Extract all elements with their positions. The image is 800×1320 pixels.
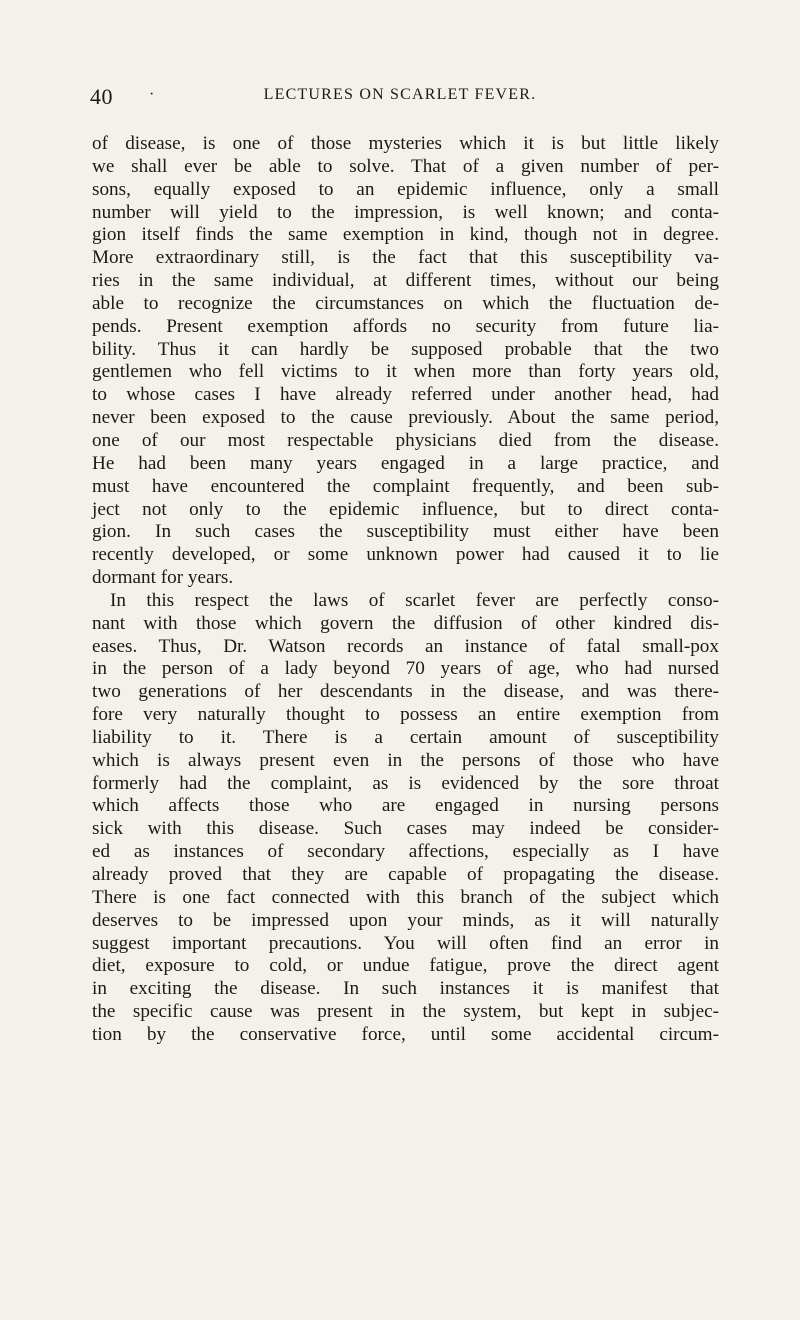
header-separator: · <box>149 86 156 103</box>
text-line: which is always present even in the persons of those who have <box>92 749 719 771</box>
text-line: tion by the conservative force, until some accidental circum- <box>92 1023 719 1045</box>
text-line: never been exposed to the cause previously. About the same period, <box>92 407 719 429</box>
text-line: gion itself finds the same exemption in kind, though not in degree. <box>92 224 719 246</box>
text-line: sick with this disease. Such cases may indeed be consider- <box>92 818 719 840</box>
text-line: ed as instances of secondary affections, especially as I have <box>92 841 719 863</box>
text-line: able to recognize the circumstances on which the fluctuation de- <box>92 292 719 314</box>
text-line: ject not only to the epidemic influence, but to direct conta- <box>92 498 719 520</box>
running-title: LECTURES ON SCARLET FEVER. <box>263 86 537 103</box>
text-line: one of our most respectable physicians died from the disease. <box>92 429 719 451</box>
text-line: in exciting the disease. In such instances it is manifest that <box>92 978 719 1000</box>
text-line: already proved that they are capable of propagating the disease. <box>92 864 719 885</box>
text-line: liability to it. There is a certain amount of susceptibility <box>92 726 719 748</box>
page-header <box>0 84 800 114</box>
running-title-wrap <box>0 86 800 104</box>
text-line: dormant for years. <box>92 567 234 589</box>
text-line: ries in the same individual, at different times, without our being <box>92 270 719 292</box>
text-line: diet, exposure to cold, or undue fatigue, prove the direct agent <box>92 955 719 977</box>
text-line: in the person of a lady beyond 70 years of age, who had nursed <box>92 658 719 680</box>
text-line: In this respect the laws of scarlet fever are perfectly conso- <box>110 589 719 611</box>
text-line: two generations of her descendants in the disease, and was there- <box>92 681 719 703</box>
text-line: suggest important precautions. You will often find an error in <box>92 932 719 954</box>
text-line: bility. Thus it can hardly be supposed probable that the two <box>92 338 719 360</box>
text-line: must have encountered the complaint frequently, and been sub- <box>92 475 719 497</box>
text-line: to whose cases I have already referred under another head, had <box>92 384 719 406</box>
text-line: gentlemen who fell victims to it when more than forty years old, <box>92 361 719 383</box>
text-line: deserves to be impressed upon your minds, as it will naturally <box>92 909 719 931</box>
text-line: of disease, is one of those mysteries which it is but little likely <box>92 133 719 154</box>
text-line: pends. Present exemption affords no security from future lia- <box>92 315 719 337</box>
page-number: 40 <box>90 84 113 109</box>
text-line: He had been many years engaged in a large practice, and <box>92 452 719 474</box>
text-line: sons, equally exposed to an epidemic influence, only a small <box>92 178 719 200</box>
text-line: which affects those who are engaged in nursing persons <box>92 795 719 817</box>
body-text <box>92 133 719 1047</box>
text-line: eases. Thus, Dr. Watson records an instance of fatal small-pox <box>92 635 719 657</box>
text-line: the specific cause was present in the system, but kept in subjec- <box>92 1001 719 1023</box>
text-line: fore very naturally thought to possess an entire exemption from <box>92 704 719 726</box>
text-line: gion. In such cases the susceptibility must either have been <box>92 521 719 543</box>
text-line: There is one fact connected with this branch of the subject which <box>92 886 719 908</box>
text-line: recently developed, or some unknown power had caused it to lie <box>92 544 719 566</box>
text-line: we shall ever be able to solve. That of a given number of per- <box>92 155 719 177</box>
text-line: number will yield to the impression, is well known; and conta- <box>92 201 719 223</box>
text-line: More extraordinary still, is the fact that this susceptibility va- <box>92 247 719 269</box>
text-line: nant with those which govern the diffusion of other kindred dis- <box>92 612 719 634</box>
text-line: formerly had the complaint, as is evidenced by the sore throat <box>92 772 719 794</box>
